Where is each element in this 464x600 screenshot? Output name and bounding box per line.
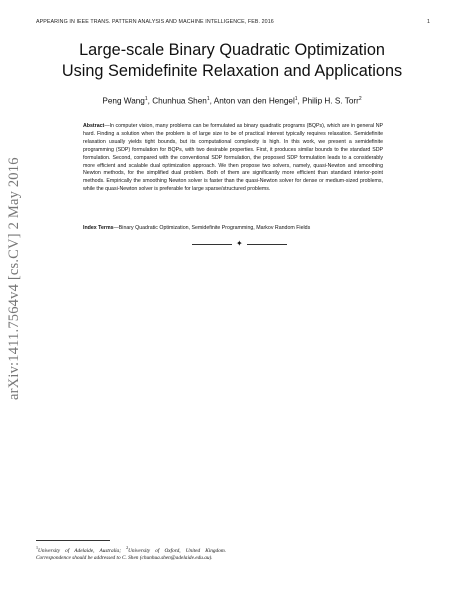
footnote-affil-1: University of Adelaide, Australia; (38, 547, 121, 554)
abstract-label: Abstract (83, 123, 105, 129)
author-name: Peng Wang (102, 96, 145, 106)
paper-title (30, 40, 434, 82)
author-name: Chunhua Shen (152, 96, 207, 106)
running-head-text: APPEARING IN IEEE TRANS. PATTERN ANALYSIS AND MACHINE INTELLIGENCE, FEB. 2016 (36, 19, 274, 25)
author-affil-mark: 1 (206, 96, 210, 102)
separator-line-left (192, 244, 232, 245)
section-separator (192, 240, 287, 250)
footnote-mark: 1 (36, 545, 38, 550)
author-affil-mark: 1 (144, 96, 148, 102)
footnote-rule (36, 540, 110, 541)
footnote-mark: 2 (126, 545, 129, 550)
index-terms (83, 225, 383, 233)
title-line-2: Using Semidefinite Relaxation and Applications (61, 62, 403, 80)
author-list: Peng Wang$^1$, Chunhua Shen$^1$, Anton van den Hengel$^1$, Philip H. S. Torr$^2$ (102, 96, 362, 106)
author-affil-mark: 2 (358, 96, 362, 102)
author-name: Philip H. S. Torr (302, 96, 359, 106)
separator-line-right (247, 244, 287, 245)
separator-diamond-icon: ✦ (236, 239, 243, 248)
page-number: 1 (426, 19, 430, 25)
arxiv-stamp[interactable]: arXiv:1411.7564v4 [cs.CV] 2 May 2016 (6, 157, 22, 400)
author-name: Anton van den Hengel (213, 96, 295, 106)
footnote-affil-2: University of Oxford, United Kingdom. Correspondence should be addressed to C. Shen (chunhua.shen@adelaide.edu.au). (36, 547, 226, 562)
abstract (83, 123, 383, 194)
index-terms-text: —Binary Quadratic Optimization, Semidefinite Programming, Markov Random Fields (113, 225, 311, 231)
affiliation-footnote (36, 544, 226, 563)
title-line-1: Large-scale Binary Quadratic Optimization (79, 41, 385, 59)
index-terms-label: Index Terms (83, 225, 114, 231)
running-head (36, 19, 430, 25)
abstract-text: —In computer vision, many problems can be formulated as binary quadratic programs (BQPs), which are in general NP hard. Finding a solution when the problem is of large size to be of practical interest typically requires relaxation. Semidefinite relaxation usually yields tight bounds, but its computational complexity is high. In this work, we present a semidefinite programming (SDP) formulation for BQPs, with two desirable properties. First, it produces similar bounds to the standard SDP formulation. Second, compared with the conventional SDP formulation, the proposed SDP formulation leads to a considerably more efficient and scalable dual optimization approach. We then propose two solvers, namely, quasi-Newton and smoothing Newton methods, for the simplified dual problem. Both of them are significantly more efficient than standard interior-point methods. Empirically the smoothing Newton solver is faster than the quasi-Newton solver for dense or medium-sized problems, while the quasi-Newton solver is preferable for large sparse/structured problems. (83, 123, 383, 193)
author-affil-mark: 1 (294, 96, 298, 102)
